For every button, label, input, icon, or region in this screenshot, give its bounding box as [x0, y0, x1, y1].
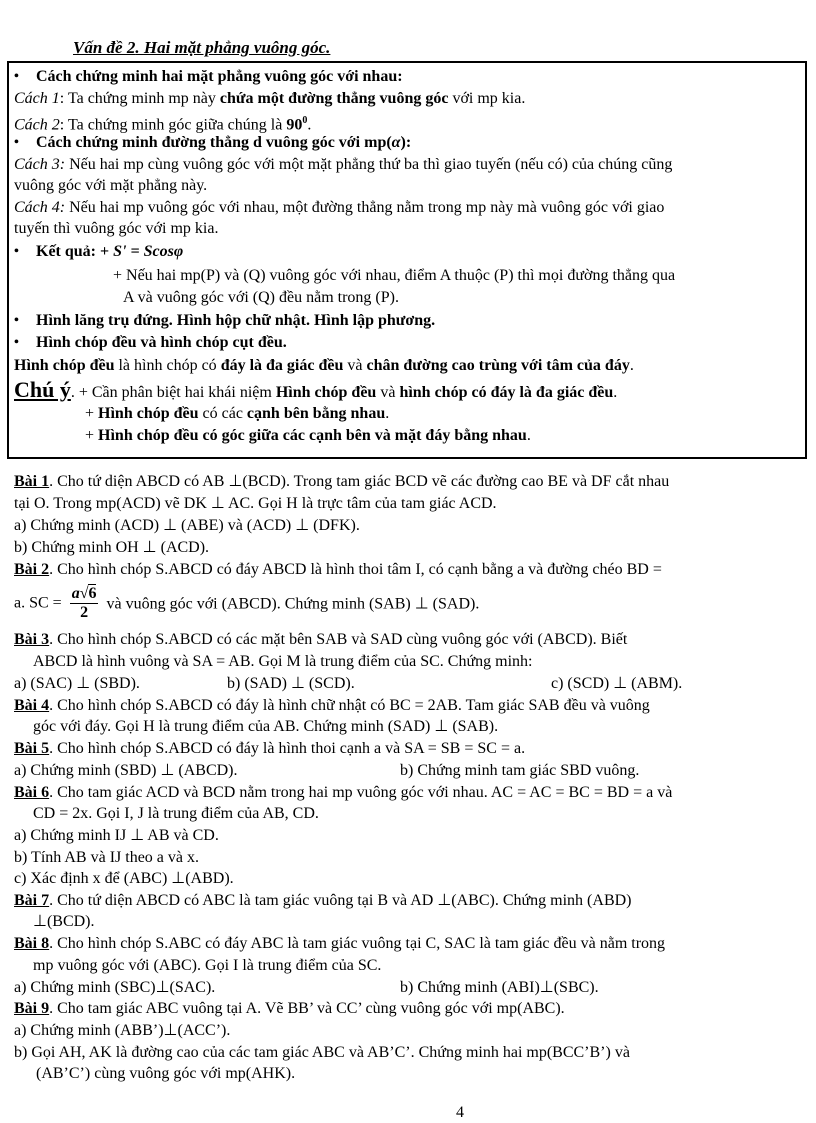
exercise-7-label: Bài 7 — [14, 892, 50, 909]
heading-prism: •Hình lăng trụ đứng. Hình hộp chữ nhật. Hình lập phương. — [14, 311, 435, 332]
page-number: 4 — [456, 1104, 464, 1121]
exercise-5-part-b: b) Chứng minh tam giác SBD vuông. — [400, 762, 640, 779]
exercise-9-part-b-line-1: b) Gọi AH, AK là đường cao của các tam giác ABC và AB’C’. Chứng minh hai mp(BCC’B’) và — [14, 1044, 630, 1061]
result-line-2: A và vuông góc với (Q) đều nằm trong (P). — [123, 289, 399, 306]
exercise-3-label: Bài 3 — [14, 631, 50, 648]
note-line-3: + Hình chóp đều có góc giữa các cạnh bên và mặt đáy bằng nhau. — [85, 427, 531, 444]
sc-fraction: $\frac{a√6}{2}$ — [71, 585, 97, 621]
exercise-3-line-2: ABCD là hình vuông và SA = AB. Gọi M là trung điểm của SC. Chứng minh: — [33, 653, 533, 670]
bullet-icon — [14, 67, 36, 88]
bullet-icon — [14, 333, 36, 354]
section-label: Vấn đề 2 — [73, 38, 136, 57]
result-heading: •Kết quả: + S' = Scosφ — [14, 242, 183, 263]
exercise-1-label: Bài 1 — [14, 473, 50, 490]
note-line-2: + Hình chóp đều có các cạnh bên bằng nhau. — [85, 405, 390, 422]
exercise-2-label: Bài 2 — [14, 561, 50, 578]
bullet-icon — [14, 311, 36, 332]
exercise-8-line-2: mp vuông góc với (ABC). Gọi I là trung điểm của SC. — [33, 957, 382, 974]
bullet-icon — [14, 242, 36, 263]
exercise-9-line-1: Bài 9. Cho tam giác ABC vuông tại A. Vẽ BB’ và CC’ cùng vuông góc với mp(ABC). — [14, 1000, 565, 1017]
exercise-1-part-b: b) Chứng minh OH ⊥ (ACD). — [14, 539, 210, 556]
method-3-line-2: vuông góc với mặt phẳng này. — [14, 177, 208, 194]
method-2: Cách 2: Ta chứng minh góc giữa chúng là $90^0$. — [14, 115, 312, 134]
exercise-9-label: Bài 9 — [14, 1000, 50, 1017]
exercise-6-part-b: b) Tính AB và IJ theo a và x. — [14, 849, 200, 866]
exercise-5-label: Bài 5 — [14, 740, 50, 757]
section-title — [73, 38, 330, 58]
bullet-icon — [14, 133, 36, 154]
exercise-9-part-b-line-2: (AB’C’) cùng vuông góc với mp(AHK). — [36, 1065, 296, 1082]
note-label: Chú ý — [14, 377, 71, 402]
exercise-8-label: Bài 8 — [14, 935, 50, 952]
heading-plane-perpendicular: •Cách chứng minh hai mặt phẳng vuông góc với nhau: — [14, 67, 403, 88]
exercise-7-line-2: ⊥(BCD). — [33, 913, 95, 930]
exercise-6-line-2: CD = 2x. Gọi I, J là trung điểm của AB, CD. — [33, 805, 319, 822]
exercise-1-line-1: Bài 1. Cho tứ diện ABCD có AB ⊥(BCD). Trong tam giác BCD vẽ các đường cao BE và DF cắt nhau — [14, 473, 670, 490]
exercise-8-part-b: b) Chứng minh (ABI)⊥(SBC). — [400, 979, 599, 996]
area-formula: S' = Scosφ — [113, 243, 184, 260]
exercise-6-label: Bài 6 — [14, 784, 50, 801]
exercise-6-line-1: Bài 6. Cho tam giác ACD và BCD nằm trong hai mp vuông góc với nhau. AC = AC = BC = BD = a và — [14, 784, 673, 801]
section-title-text: . Hai mặt phẳng vuông góc. — [135, 38, 331, 57]
exercise-4-label: Bài 4 — [14, 697, 50, 714]
exercise-8-part-a: a) Chứng minh (SBC)⊥(SAC). — [14, 979, 216, 996]
exercise-5-part-a: a) Chứng minh (SBD) ⊥ (ABCD). — [14, 762, 238, 779]
note-line-1: Chú ý. + Cần phân biệt hai khái niệm Hình chóp đều và hình chóp có đáy là đa giác đều. — [14, 377, 618, 402]
result-line-1: + Nếu hai mp(P) và (Q) vuông góc với nhau, điểm A thuộc (P) thì mọi đường thẳng qua — [113, 267, 676, 284]
exercise-3-line-1: Bài 3. Cho hình chóp S.ABCD có các mặt bên SAB và SAD cùng vuông góc với (ABCD). Biết — [14, 631, 628, 648]
exercise-5-line-1: Bài 5. Cho hình chóp S.ABCD có đáy là hình thoi cạnh a và SA = SB = SC = a. — [14, 740, 526, 757]
exercise-4-line-2: góc với đáy. Gọi H là trung điểm của AB. Chứng minh (SAD) ⊥ (SAB). — [33, 718, 499, 735]
exercise-3-part-c: c) (SCD) ⊥ (ABM). — [551, 675, 683, 692]
regular-pyramid-definition: Hình chóp đều là hình chóp có đáy là đa giác đều và chân đường cao trùng với tâm của đáy. — [14, 357, 634, 374]
heading-line-perpendicular: •Cách chứng minh đường thẳng d vuông góc với mp(α): — [14, 133, 411, 154]
exercise-1-line-2: tại O. Trong mp(ACD) vẽ DK ⊥ AC. Gọi H là trực tâm của tam giác ACD. — [14, 495, 497, 512]
exercise-2-line-1: Bài 2. Cho hình chóp S.ABCD có đáy ABCD là hình thoi tâm I, có cạnh bằng a và đường chéo BD = — [14, 561, 662, 578]
exercise-3-part-a: a) (SAC) ⊥ (SBD). — [14, 675, 140, 692]
method-1: Cách 1: Ta chứng minh mp này chứa một đường thẳng vuông góc với mp kia. — [14, 90, 526, 107]
method-3-line-1: Cách 3: Nếu hai mp cùng vuông góc với một mặt phẳng thứ ba thì giao tuyến (nếu có) của chúng cũng — [14, 156, 673, 173]
method-4-line-1: Cách 4: Nếu hai mp vuông góc với nhau, một đường thẳng nằm trong mp này mà vuông góc với giao — [14, 199, 665, 216]
exercise-9-part-a: a) Chứng minh (ABB’)⊥(ACC’). — [14, 1022, 231, 1039]
heading-pyramid: •Hình chóp đều và hình chóp cụt đều. — [14, 333, 287, 354]
exercise-7-line-1: Bài 7. Cho tứ diện ABCD có ABC là tam giác vuông tại B và AD ⊥(ABC). Chứng minh (ABD) — [14, 892, 632, 909]
exercise-8-line-1: Bài 8. Cho hình chóp S.ABC có đáy ABC là tam giác vuông tại C, SAC là tam giác đều và nằm trong — [14, 935, 666, 952]
method-4-line-2: tuyến thì vuông góc với mp kia. — [14, 220, 219, 237]
exercise-6-part-a: a) Chứng minh IJ ⊥ AB và CD. — [14, 827, 219, 844]
exercise-3-part-b: b) (SAD) ⊥ (SCD). — [227, 675, 355, 692]
exercise-1-part-a: a) Chứng minh (ACD) ⊥ (ABE) và (ACD) ⊥ (DFK). — [14, 517, 360, 534]
exercise-4-line-1: Bài 4. Cho hình chóp S.ABCD có đáy là hình chữ nhật có BC = 2AB. Tam giác SAB đều và vuông — [14, 697, 650, 714]
exercise-6-part-c: c) Xác định x để (ABC) ⊥(ABD). — [14, 870, 234, 887]
exercise-2-line-2: a. SC = $\frac{a√6}{2}$ và vuông góc với (ABCD). Chứng minh (SAB) ⊥ (SAD). — [14, 585, 480, 621]
